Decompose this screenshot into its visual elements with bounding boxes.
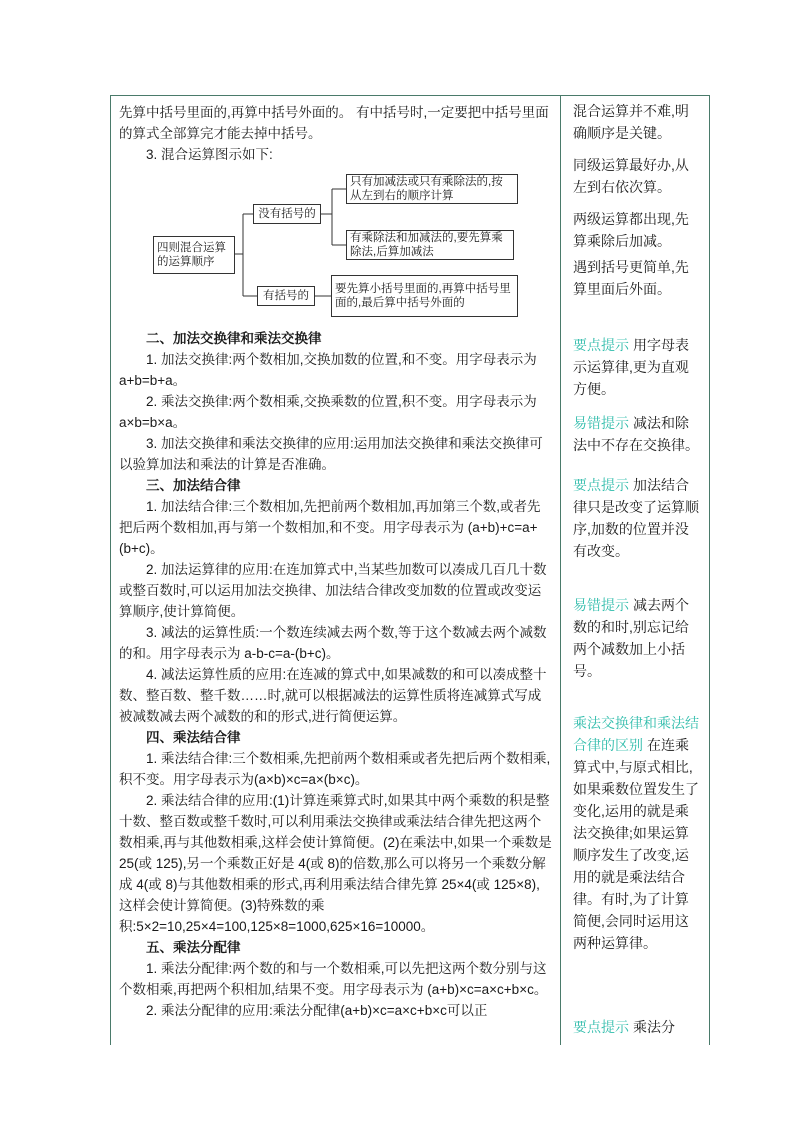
paragraph: 1. 加法交换律:两个数相加,交换加数的位置,和不变。用字母表示为 a+b=b+a。 <box>119 352 537 388</box>
margin-note-text: 同级运算最好办,从左到右依次算。 <box>573 157 689 195</box>
paragraph: 2. 乘法交换律:两个数相乘,交换乘数的位置,积不变。用字母表示为 a×b=b×a。 <box>119 394 537 430</box>
note-label-common-mistake: 易错提示 <box>573 415 629 431</box>
margin-note-text: 加法结合律只是改变了运算顺序,加数的位置并没有改变。 <box>573 477 699 559</box>
diagram-rule-two-levels: 有乘除法和加减法的,要先算乘除法,后算加减法 <box>346 230 514 260</box>
intro-paragraph: 先算中括号里面的,再算中括号外面的。 有中括号时,一定要把中括号里面的算式全部算完才能去掉中括号。 <box>119 105 549 141</box>
margin-note-text: 乘法分 <box>633 1019 675 1035</box>
margin-note-text: 减去两个数的和时,别忘记给两个减数加上小括号。 <box>573 597 689 679</box>
section-heading-5: 五、乘法分配律 <box>146 940 241 955</box>
paragraph: 4. 减法运算性质的应用:在连减的算式中,如果减数的和可以凑成整十数、整百数、整千数……时,就可以根据减法的运算性质将连减算式写成被减数减去两个减数的和的形式,进行简便运算。 <box>119 667 547 724</box>
paragraph: 3. 减法的运算性质:一个数连续减去两个数,等于这个数减去两个减数的和。用字母表示为 a-b-c=a-(b+c)。 <box>119 625 547 661</box>
margin-note <box>573 256 701 300</box>
paragraph: 1. 加法结合律:三个数相加,先把前两个数相加,再加第三个数,或者先把后两个数相加,再与第一个数相加,和不变。用字母表示为 (a+b)+c=a+(b+c)。 <box>119 499 541 556</box>
margin-note-text: 在连乘算式中,与原式相比,如果乘数位置发生了变化,运用的就是乘法交换律;如果运算顺序发生了改变,运用的就是乘法结合律。有时,为了计算简便,会同时运用这两种运算律。 <box>573 737 699 951</box>
margin-note <box>573 594 701 682</box>
note-label-key-point: 要点提示 <box>573 337 629 353</box>
margin-notes-column <box>561 96 709 1045</box>
section-heading-2: 二、加法交换律和乘法交换律 <box>146 331 322 346</box>
note-label-difference: 乘法交换律和乘法结合律的区别 <box>573 715 699 753</box>
paragraph: 2. 加法运算律的应用:在连加算式中,当某些加数可以凑成几百几十数或整百数时,可以运用加法交换律、加法结合律改变加数的位置或改变运算顺序,使计算简便。 <box>119 562 547 619</box>
margin-note <box>573 208 701 252</box>
diagram-branch-brackets: 有括号的 <box>257 286 315 306</box>
diagram-root-box: 四则混合运算的运算顺序 <box>153 236 235 274</box>
margin-note <box>573 412 701 456</box>
note-label-key-point: 要点提示 <box>573 477 629 493</box>
diagram-rule-brackets: 要先算小括号里面的,再算中括号里面的,最后算中括号外面的 <box>331 275 518 317</box>
paragraph: 2. 乘法分配律的应用:乘法分配律(a+b)×c=a×c+b×c可以正 <box>146 1003 488 1018</box>
margin-note <box>573 1016 701 1038</box>
diagram-label: 3. 混合运算图示如下: <box>146 147 273 162</box>
notes-table <box>110 95 710 1045</box>
margin-note <box>573 474 701 562</box>
margin-note <box>573 100 701 144</box>
flow-diagram <box>119 168 552 326</box>
paragraph: 3. 加法交换律和乘法交换律的应用:运用加法交换律和乘法交换律可以验算加法和乘法的计算是否准确。 <box>119 436 543 472</box>
diagram-branch-no-brackets: 没有括号的 <box>253 204 321 224</box>
margin-note-text: 遇到括号更简单,先算里面后外面。 <box>573 259 689 297</box>
paragraph: 1. 乘法分配律:两个数的和与一个数相乘,可以先把这两个数分别与这个数相乘,再把两个积相加,结果不变。用字母表示为 (a+b)×c=a×c+b×c。 <box>119 961 548 997</box>
main-column <box>111 96 561 1045</box>
note-label-common-mistake: 易错提示 <box>573 597 629 613</box>
margin-note-text: 两级运算都出现,先算乘除后加减。 <box>573 211 689 249</box>
paragraph: 1. 乘法结合律:三个数相乘,先把前两个数相乘或者先把后两个数相乘,积不变。用字母表示为(a×b)×c=a×(b×c)。 <box>119 751 551 787</box>
section-heading-4: 四、乘法结合律 <box>146 730 241 745</box>
paragraph: 2. 乘法结合律的应用:(1)计算连乘算式时,如果其中两个乘数的积是整十数、整百数或整千数时,可以利用乘法交换律或乘法结合律先把这两个数相乘,再与其他数相乘,这样会使计算简便。(2)在乘法中,如果一个乘数是 25(或 125),另一个乘数正好是 4(或 8)的倍数,那么可以将另一个乘数分解成 4(或 8)与其他数相乘的形式,再利用乘法结合律先算 25×4(或 125×8),这样会使计算简便。(3)特殊数的乘积:5×2=10,25×4=100,125×8=1000,625×16=10000。 <box>119 793 552 934</box>
margin-note <box>573 712 701 954</box>
margin-note-text: 混合运算并不难,明确顺序是关键。 <box>573 103 689 141</box>
note-label-key-point: 要点提示 <box>573 1019 629 1035</box>
diagram-rule-same-level: 只有加减法或只有乘除法的,按从左到右的顺序计算 <box>346 174 518 204</box>
margin-note <box>573 334 701 400</box>
section-heading-3: 三、加法结合律 <box>146 478 241 493</box>
margin-note-text: 减法和除法中不存在交换律。 <box>573 415 699 453</box>
margin-note <box>573 154 701 198</box>
margin-note-text: 用字母表示运算律,更为直观方便。 <box>573 337 689 397</box>
